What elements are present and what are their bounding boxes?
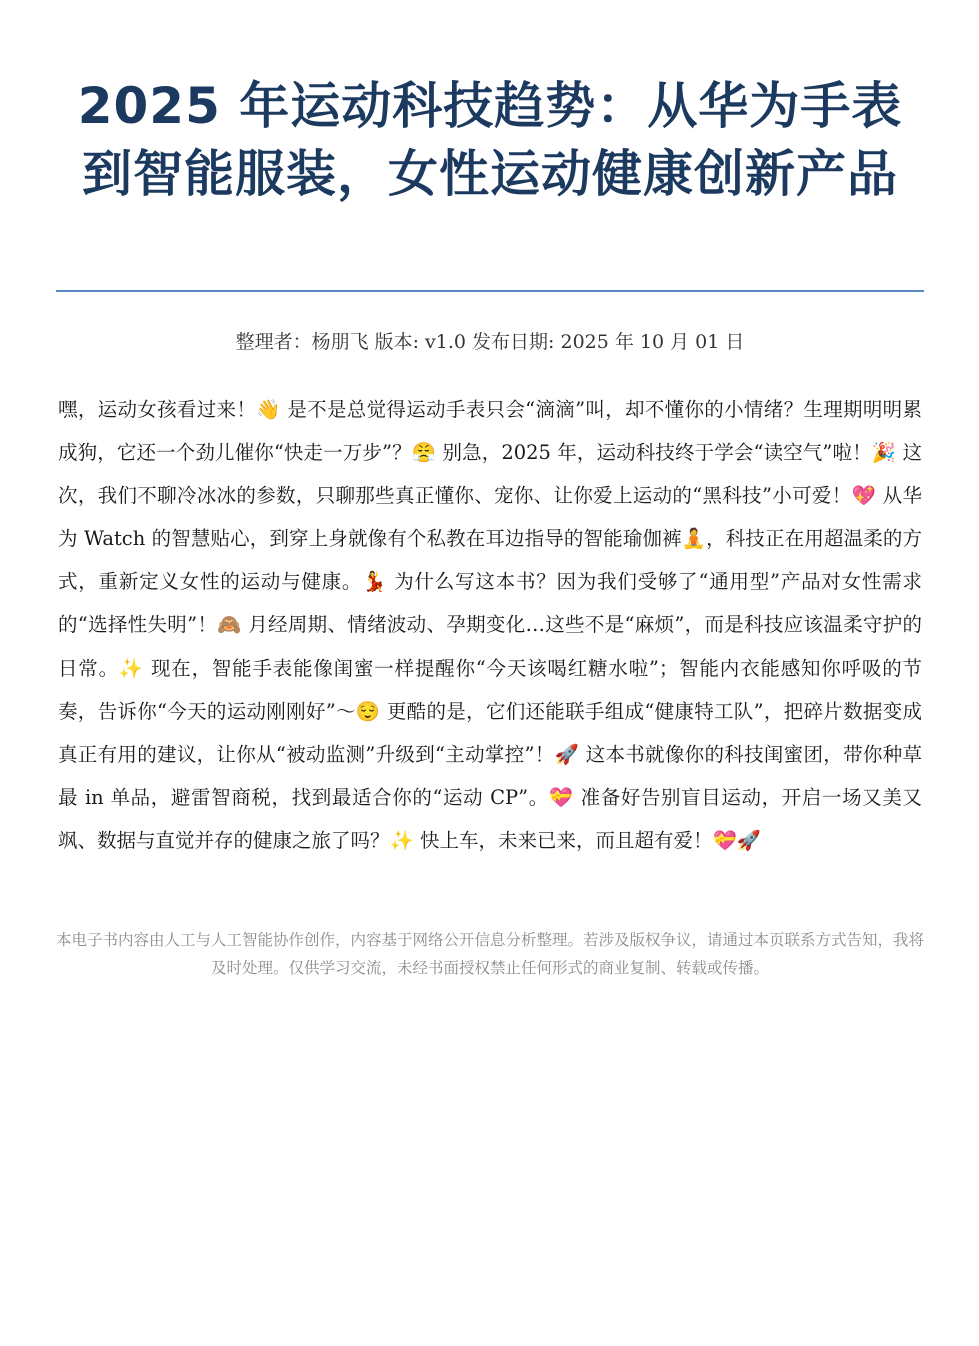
document-meta: 整理者：杨朋飞 版本: v1.0 发布日期: 2025 年 10 月 01 日 (235, 331, 745, 353)
title-divider (56, 290, 924, 292)
copyright-footnote: 本电子书内容由人工与人工智能协作创作，内容基于网络公开信息分析整理。若涉及版权争议，请通过本页联系方式告知，我将及时处理。仅供学习交流，未经书面授权禁止任何形式的商业复制、转载或传播。 (56, 931, 925, 977)
intro-paragraph: 嘿，运动女孩看过来！👋 是不是总觉得运动手表只会“滴滴”叫，却不懂你的小情绪？生理期明明累成狗，它还一个劲儿催你“快走一万步”？😤 别急，2025 年，运动科技终于学会“读空气”啦！🎉 这次，我们不聊冷冰冰的参数，只聊那些真正懂你、宠你、让你爱上运动的“黑科技”小可爱！💖 从华为 Watch 的智慧贴心，到穿上身就像有个私教在耳边指导的智能瑜伽裤🧘，科技正在用超温柔的方式，重新定义女性的运动与健康。💃 为什么写这本书？因为我们受够了“通用型”产品对女性需求的“选择性失明”！🙈 月经周期、情绪波动、孕期变化…这些不是“麻烦”，而是科技应该温柔守护的日常。✨ 现在，智能手表能像闺蜜一样提醒你“今天该喝红糖水啦”；智能内衣能感知你呼吸的节奏，告诉你“今天的运动刚刚好”～😌 更酷的是，它们还能联手组成“健康特工队”，把碎片数据变成真正有用的建议，让你从“被动监测”升级到“主动掌控”！🚀 这本书就像你的科技闺蜜团，带你种草最 in 单品，避雷智商税，找到最适合你的“运动 CP”。💝 准备好告别盲目运动，开启一场又美又飒、数据与直觉并存的健康之旅了吗？✨ 快上车，未来已来，而且超有爱！💝🚀 (58, 398, 922, 852)
document-title: 2025 年运动科技趋势：从华为手表到智能服装，女性运动健康创新产品 (77, 77, 903, 203)
